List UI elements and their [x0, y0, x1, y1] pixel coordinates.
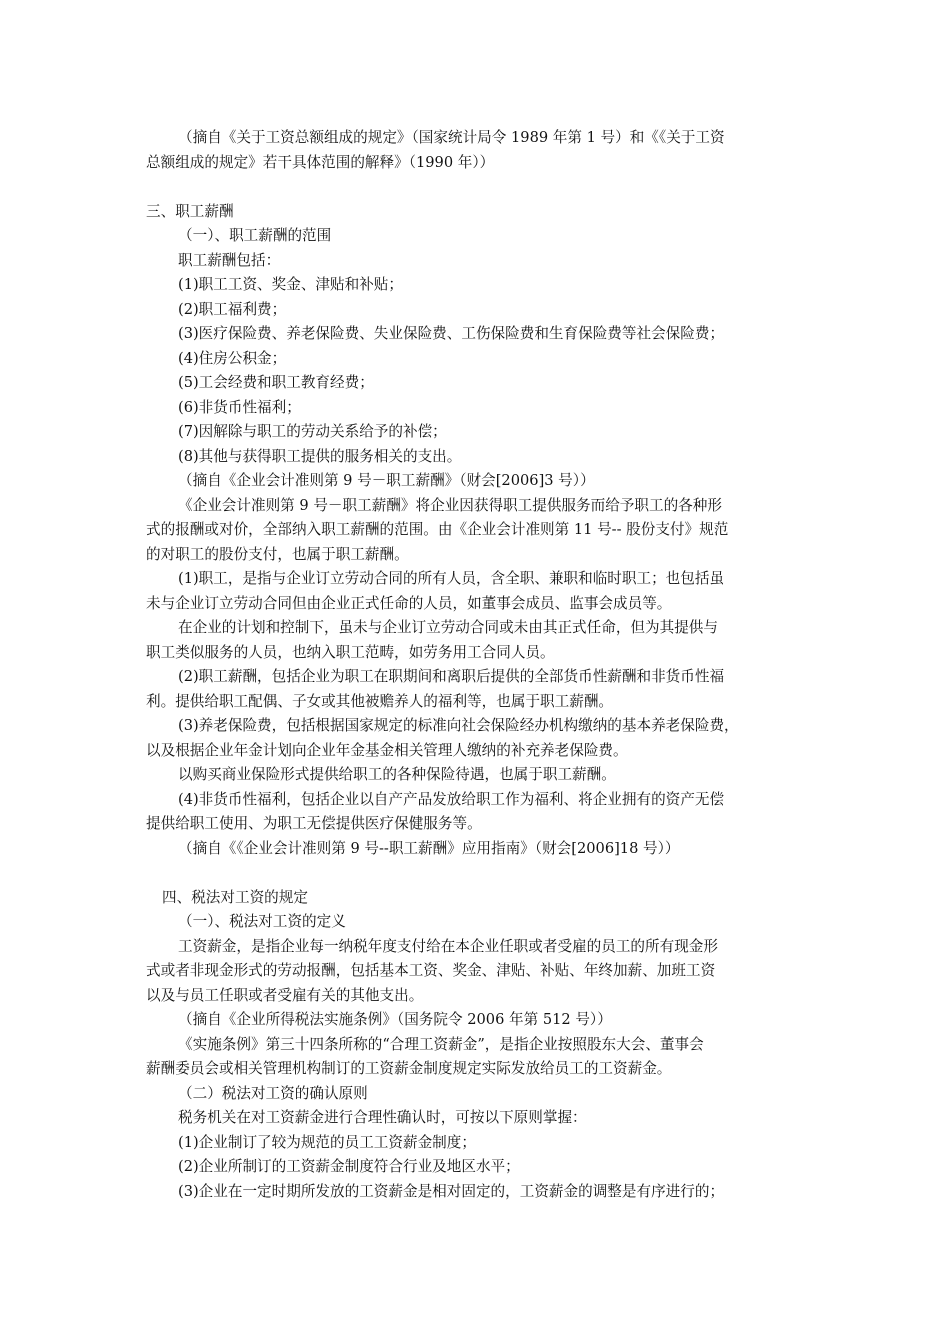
- paragraph-line: (4)非货币性福利，包括企业以自产产品发放给职工作为福利、将企业拥有的资产无偿: [178, 790, 725, 808]
- section-heading-4: 四、税法对工资的规定: [162, 888, 308, 906]
- paragraph-line: 工资薪金，是指企业每一纳税年度支付给在本企业任职或者受雇的员工的所有现金形: [178, 937, 718, 955]
- paragraph-line: 薪酬委员会或相关管理机构制订的工资薪金制度规定实际发放给员工的工资薪金。: [146, 1060, 672, 1077]
- spacer: [146, 861, 816, 886]
- subsection-heading: （一）、税法对工资的定义: [178, 913, 346, 930]
- paragraph-line: 利。提供给职工配偶、子女或其他被赡养人的福利等，也属于职工薪酬。: [146, 692, 614, 710]
- list-item: (5)工会经费和职工教育经费；: [178, 374, 374, 391]
- paragraph-line: 以购买商业保险形式提供给职工的各种保险待遇，也属于职工薪酬。: [178, 766, 616, 783]
- spacer: [146, 175, 816, 200]
- paragraph-line: (3)养老保险费，包括根据国家规定的标准向社会保险经办机构缴纳的基本养老保险费，: [178, 717, 739, 734]
- subsection-heading: （二）税法对工资的确认原则: [178, 1084, 368, 1102]
- document-body: [146, 126, 816, 1204]
- paragraph-line: 式的报酬或对价，全部纳入职工薪酬的范围。由《企业会计准则第 11 号-- 股份支付》规范: [146, 521, 729, 538]
- paragraph-line: 未与企业订立劳动合同但由企业正式任命的人员，如董事会成员、监事会成员等。: [146, 594, 672, 612]
- paragraph-line: 职工薪酬包括：: [178, 251, 281, 269]
- paragraph-line: (1)职工，是指与企业订立劳动合同的所有人员，含全职、兼职和临时职工；也包括虽: [178, 570, 725, 587]
- list-item: (1)企业制订了较为规范的员工工资薪金制度；: [178, 1133, 476, 1151]
- subsection-heading: （一）、职工薪酬的范围: [178, 227, 332, 244]
- paragraph-line: 的对职工的股份支付，也属于职工薪酬。: [146, 545, 409, 563]
- paragraph-line: 《企业会计准则第 9 号－职工薪酬》将企业因获得职工提供服务而给予职工的各种形: [178, 496, 722, 514]
- paragraph-line: 在企业的计划和控制下，虽未与企业订立劳动合同或未由其正式任命，但为其提供与: [178, 619, 718, 636]
- list-item: (1)职工工资、奖金、津贴和补贴；: [178, 276, 403, 293]
- list-item: (2)企业所制订的工资薪金制度符合行业及地区水平；: [178, 1158, 520, 1175]
- list-item: (2)职工福利费；: [178, 300, 287, 318]
- list-item: (3)医疗保险费、养老保险费、失业保险费、工伤保险费和生育保险费等社会保险费；: [178, 325, 725, 342]
- list-item: (7)因解除与职工的劳动关系给予的补偿；: [178, 423, 447, 440]
- paragraph-line: 以及根据企业年金计划向企业年金基金相关管理人缴纳的补充养老保险费。: [146, 741, 628, 759]
- citation-line: （摘自《企业会计准则第 9 号－职工薪酬》（财会[2006]3 号））: [178, 472, 595, 489]
- paragraph-line: 职工类似服务的人员，也纳入职工范畴，如劳务用工合同人员。: [146, 643, 555, 661]
- paragraph-line: 以及与员工任职或者受雇有关的其他支出。: [146, 986, 424, 1004]
- paragraph-line: 式或者非现金形式的劳动报酬，包括基本工资、奖金、津贴、补贴、年终加薪、加班工资: [146, 962, 716, 979]
- paragraph-line: 《实施条例》第三十四条所称的“合理工资薪金”，是指企业按照股东大会、董事会: [178, 1035, 704, 1053]
- citation-line: 总额组成的规定》若干具体范围的解释》（1990 年））: [146, 153, 495, 171]
- list-item: (6)非货币性福利；: [178, 398, 301, 416]
- section-heading-3: 三、职工薪酬: [146, 202, 234, 220]
- list-item: (3)企业在一定时期所发放的工资薪金是相对固定的，工资薪金的调整是有序进行的；: [178, 1182, 725, 1200]
- paragraph-line: (2)职工薪酬，包括企业为职工在职期间和离职后提供的全部货币性薪酬和非货币性福: [178, 668, 725, 685]
- list-item: (8)其他与获得职工提供的服务相关的支出。: [178, 447, 462, 465]
- paragraph-line: 提供给职工使用、为职工无偿提供医疗保健服务等。: [146, 815, 482, 832]
- list-item: (4)住房公积金；: [178, 349, 287, 367]
- citation-line: （摘自《《企业会计准则第 9 号--职工薪酬》应用指南》（财会[2006]18 号））: [178, 839, 680, 857]
- paragraph-line: 税务机关在对工资薪金进行合理性确认时，可按以下原则掌握：: [178, 1109, 587, 1126]
- citation-line: （摘自《企业所得税法实施条例》（国务院令 2006 年第 512 号））: [178, 1011, 612, 1028]
- citation-line: （摘自《关于工资总额组成的规定》（国家统计局令 1989 年第 1 号）和《《关于工资: [178, 129, 725, 146]
